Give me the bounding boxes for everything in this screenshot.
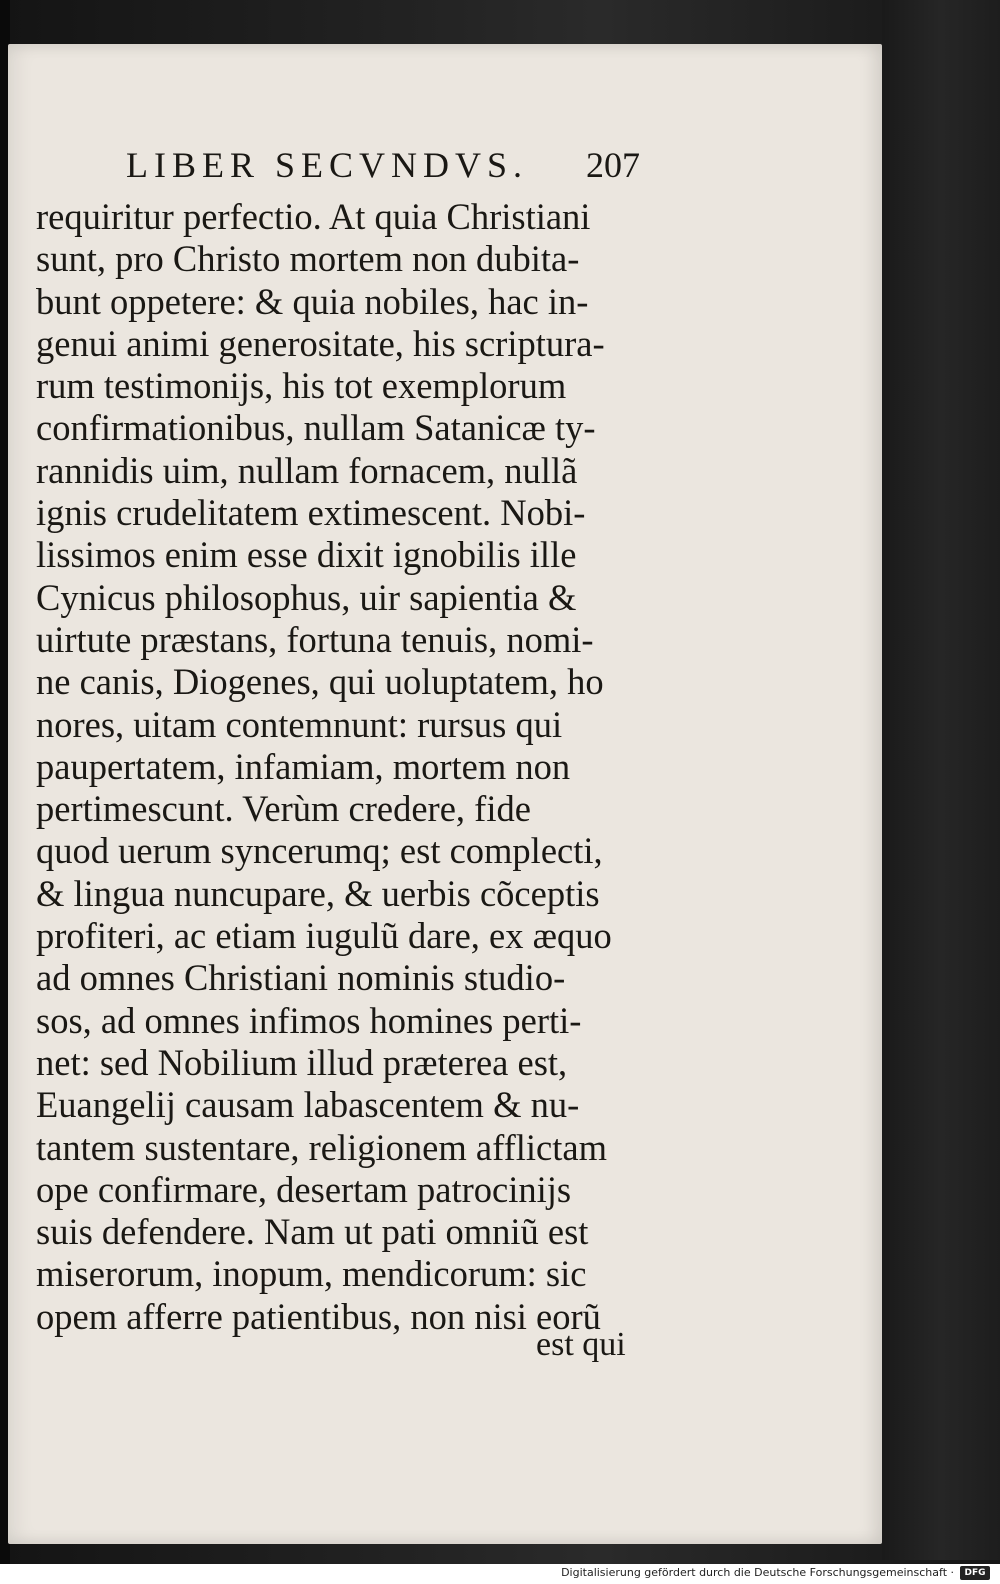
text-line: sos, ad omnes infimos homines perti- (36, 999, 582, 1041)
text-line: suis defendere. Nam ut pati omniũ est (36, 1211, 589, 1253)
facing-page-edge (882, 0, 1000, 1560)
text-line: ignis crudelitatem extimescent. Nobi- (36, 492, 586, 534)
text-line: pertimescunt. Verùm credere, fide (36, 788, 531, 830)
body-text (36, 196, 656, 1338)
text-line: opem afferre patientibus, non nisi eorũ (36, 1295, 601, 1337)
footer-credit: Digitalisierung gefördert durch die Deutsche Forschungsgemeinschaft · (561, 1566, 954, 1579)
text-line: rannidis uim, nullam fornacem, nullã (36, 449, 578, 491)
dfg-logo: DFG (960, 1566, 990, 1580)
catchword: est qui (536, 1326, 626, 1363)
page-number: 207 (586, 145, 640, 185)
text-line: Euangelij causam labascentem & nu- (36, 1084, 580, 1126)
text-line: ad omnes Christiani nominis studio- (36, 957, 566, 999)
text-line: sunt, pro Christo mortem non dubita- (36, 238, 580, 280)
text-line: uirtute præstans, fortuna tenuis, nomi- (36, 618, 594, 660)
text-line: tantem sustentare, religionem afflictam (36, 1126, 607, 1168)
text-line: profiteri, ac etiam iugulũ dare, ex æquo (36, 915, 612, 957)
text-line: lissimos enim esse dixit ignobilis ille (36, 534, 577, 576)
text-line: & lingua nuncupare, & uerbis cõceptis (36, 872, 600, 914)
text-line: miserorum, inopum, mendicorum: sic (36, 1253, 587, 1295)
book-page (8, 44, 882, 1544)
text-line: net: sed Nobilium illud præterea est, (36, 1041, 568, 1083)
text-line: Cynicus philosophus, uir sapientia & (36, 576, 577, 618)
text-line: paupertatem, infamiam, mortem non (36, 745, 571, 787)
text-line: ope confirmare, desertam patrocinijs (36, 1168, 572, 1210)
text-line: nores, uitam contemnunt: rursus qui (36, 703, 563, 745)
page-header (8, 144, 882, 196)
text-line: rum testimonijs, his tot exemplorum (36, 365, 567, 407)
text-line: confirmationibus, nullam Satanicæ ty- (36, 407, 596, 449)
running-title: LIBER SECVNDVS. (126, 145, 529, 185)
text-line: requiritur perfectio. At quia Christiani (36, 196, 591, 237)
text-line: ne canis, Diogenes, qui uoluptatem, ho (36, 661, 604, 703)
text-line: genui animi generositate, his scriptura- (36, 322, 605, 364)
text-line: quod uerum syncerumq; est complecti, (36, 830, 603, 872)
text-line: bunt oppetere: & quia nobiles, hac in- (36, 280, 589, 322)
